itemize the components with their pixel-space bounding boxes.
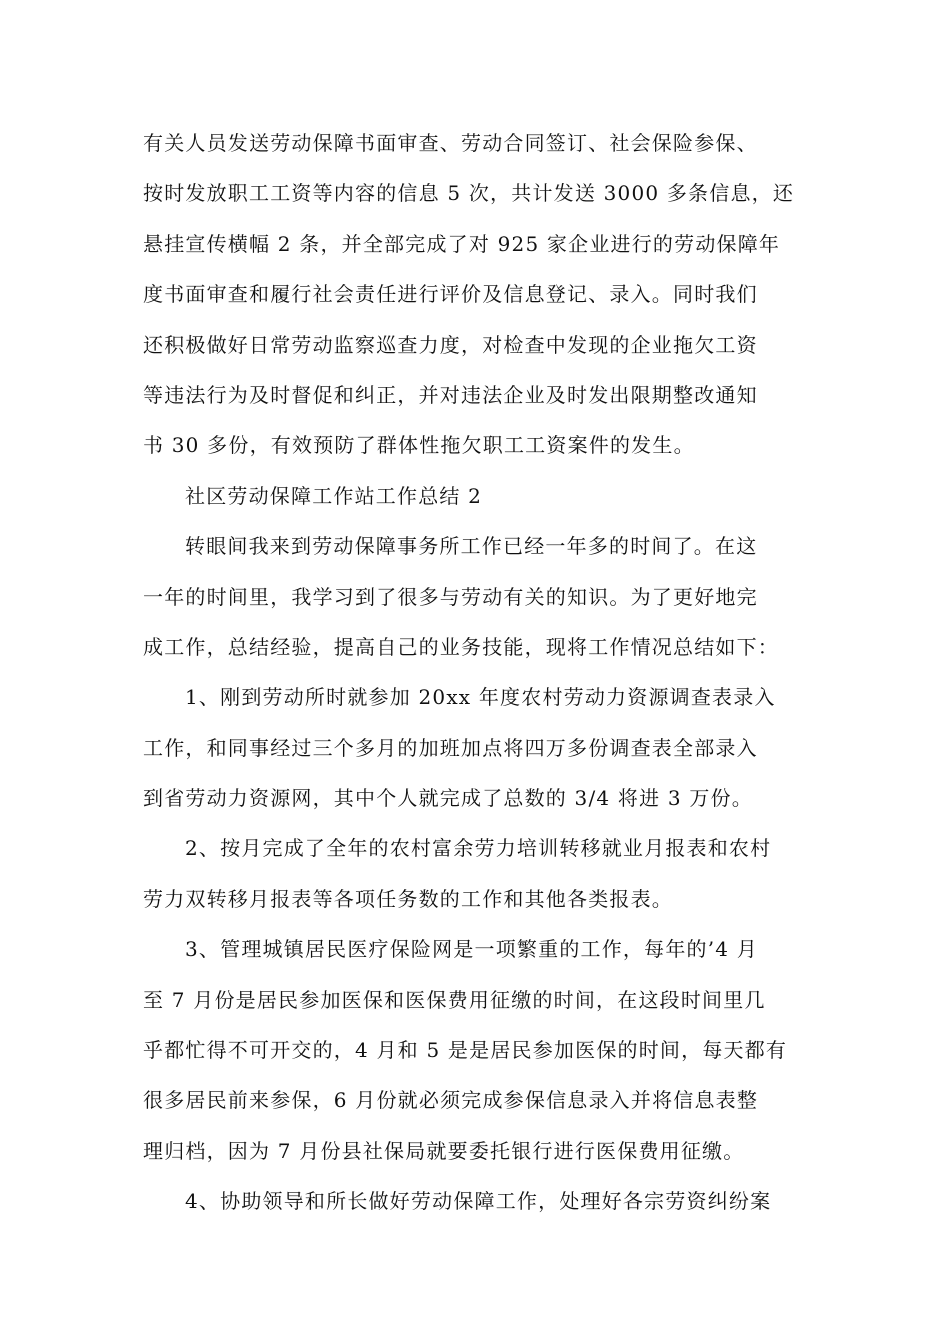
document-body	[143, 118, 808, 1227]
text-line: 有关人员发送劳动保障书面审查、劳动合同签订、社会保险参保、	[143, 131, 758, 155]
text-line: 1、刚到劳动所时就参加 20xx 年度农村劳动力资源调查表录入	[185, 685, 776, 710]
text-line: 一年的时间里，我学习到了很多与劳动有关的知识。为了更好地完	[143, 584, 758, 609]
text-line: 悬挂宣传横幅 2 条，并全部完成了对 925 家企业进行的劳动保障年	[143, 231, 781, 256]
text-line: 成工作，总结经验，提高自己的业务技能，现将工作情况总结如下：	[143, 634, 779, 659]
text-line: 至 7 月份是居民参加医保和医保费用征缴的时间，在这段时间里几	[143, 987, 766, 1012]
text-line: 理归档，因为 7 月份县社保局就要委托银行进行医保费用征缴。	[143, 1138, 745, 1163]
text-line: 度书面审查和履行社会责任进行评价及信息登记、录入。同时我们	[143, 282, 758, 307]
text-line: 等违法行为及时督促和纠正，并对违法企业及时发出限期整改通知	[143, 382, 758, 407]
paragraph-item-2	[143, 823, 808, 924]
paragraph-inspection-notice	[143, 118, 808, 471]
text-line: 2、按月完成了全年的农村富余劳力培训转移就业月报表和农村	[185, 836, 772, 861]
text-line: 书 30 多份，有效预防了群体性拖欠职工工资案件的发生。	[143, 433, 695, 458]
text-line: 劳力双转移月报表等各项任务数的工作和其他各类报表。	[143, 886, 673, 911]
text-line: 到省劳动力资源网，其中个人就完成了总数的 3/4 将进 3 万份。	[143, 786, 753, 811]
text-line: 转眼间我来到劳动保障事务所工作已经一年多的时间了。在这	[185, 534, 758, 559]
paragraph-item-4	[143, 1176, 808, 1226]
text-line: 很多居民前来参保，6 月份就必须完成参保信息录入并将信息表整	[143, 1088, 759, 1113]
text-line: 4、协助领导和所长做好劳动保障工作，处理好各宗劳资纠纷案	[185, 1189, 772, 1214]
text-line: 乎都忙得不可开交的，4 月和 5 是是居民参加医保的时间，每天都有	[143, 1038, 788, 1063]
text-line: 3、管理城镇居民医疗保险网是一项繁重的工作，每年的’4 月	[185, 937, 758, 962]
text-line: 工作，和同事经过三个多月的加班加点将四万多份调查表全部录入	[143, 735, 758, 760]
section-heading	[143, 471, 808, 521]
paragraph-intro	[143, 521, 808, 672]
text-line: 按时发放职工工资等内容的信息 5 次，共计发送 3000 多条信息，还	[143, 181, 795, 206]
text-line: 还积极做好日常劳动监察巡查力度，对检查中发现的企业拖欠工资	[143, 332, 758, 357]
heading-line: 社区劳动保障工作站工作总结 2	[185, 483, 483, 508]
paragraph-item-1	[143, 672, 808, 823]
paragraph-item-3	[143, 924, 808, 1176]
